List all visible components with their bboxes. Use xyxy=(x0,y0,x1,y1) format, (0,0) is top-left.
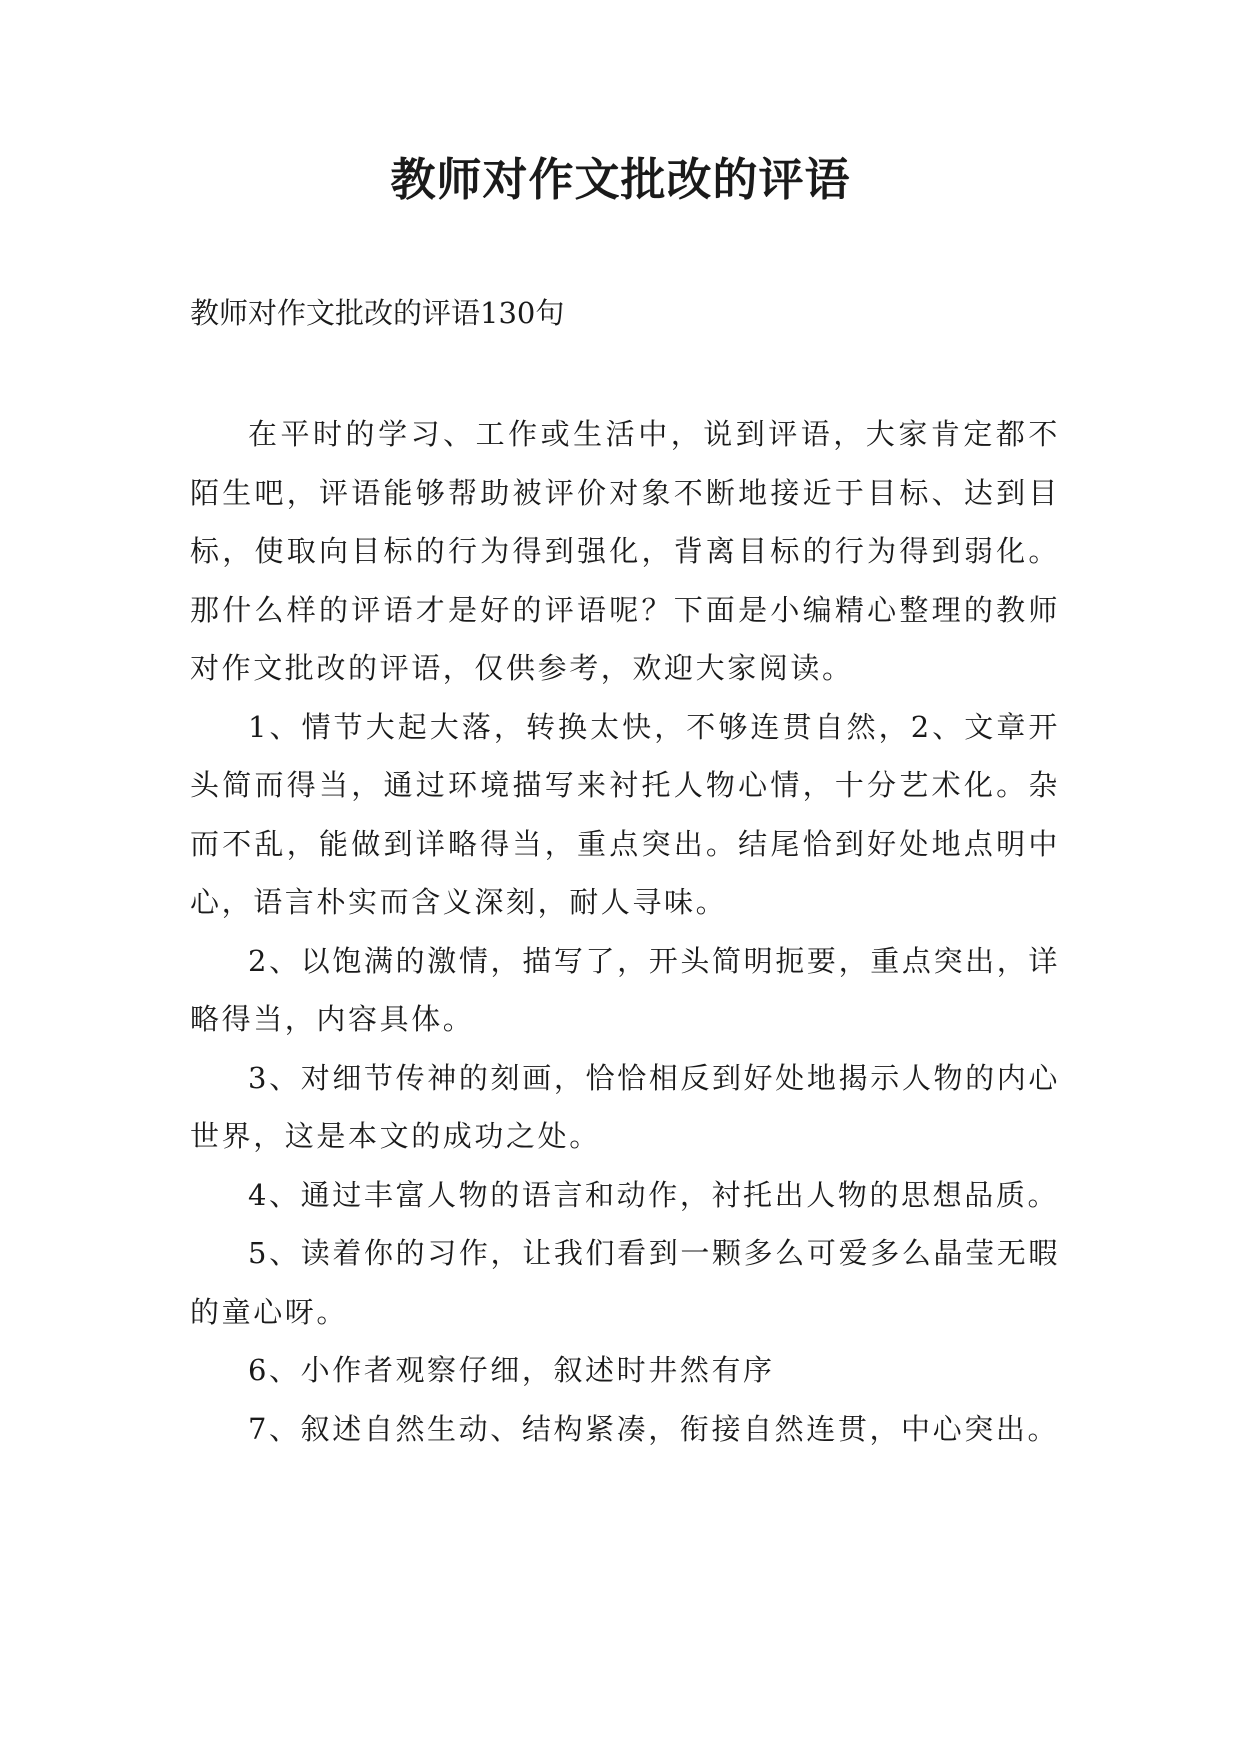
comment-paragraph-1: 1、情节大起大落，转换太快，不够连贯自然，2、文章开头简而得当，通过环境描写来衬托人物心情，十分艺术化。杂而不乱，能做到详略得当，重点突出。结尾恰到好处地点明中心，语言朴实而含义深刻，耐人寻味。 xyxy=(190,709,1060,919)
document-subtitle: 教师对作文批改的评语130句 xyxy=(190,296,565,330)
comment-paragraph-7: 7、叙述自然生动、结构紧凑，衔接自然连贯，中心突出。 xyxy=(248,1411,1060,1446)
comment-paragraph-3: 3、对细节传神的刻画，恰恰相反到好处地揭示人物的内心世界，这是本文的成功之处。 xyxy=(190,1060,1060,1153)
comment-paragraph-4: 4、通过丰富人物的语言和动作，衬托出人物的思想品质。 xyxy=(248,1177,1060,1212)
comment-paragraph-2: 2、以饱满的激情，描写了，开头简明扼要，重点突出，详略得当，内容具体。 xyxy=(190,943,1060,1036)
document-body xyxy=(190,405,1060,1458)
comment-paragraph-5: 5、读着你的习作，让我们看到一颗多么可爱多么晶莹无暇的童心呀。 xyxy=(190,1236,1060,1329)
intro-paragraph: 在平时的学习、工作或生活中，说到评语，大家肯定都不陌生吧，评语能够帮助被评价对象不断地接近于目标、达到目标，使取向目标的行为得到强化，背离目标的行为得到弱化。那什么样的评语才是好的评语呢？下面是小编精心整理的教师对作文批改的评语，仅供参考，欢迎大家阅读。 xyxy=(190,417,1060,685)
comment-paragraph-6: 6、小作者观察仔细，叙述时井然有序 xyxy=(248,1353,775,1387)
document-title: 教师对作文批改的评语 xyxy=(390,153,851,206)
